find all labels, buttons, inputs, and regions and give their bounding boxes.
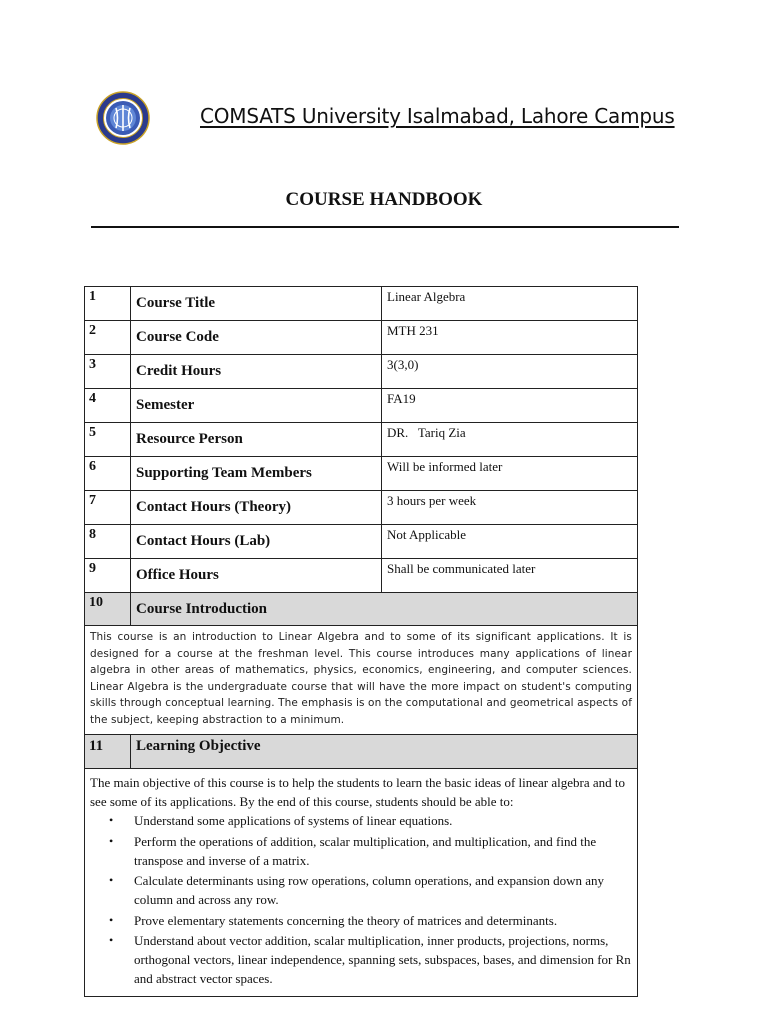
objective-list — [90, 811, 632, 988]
row-value: 3 hours per week — [387, 493, 477, 508]
table-row — [85, 389, 637, 423]
row-number: 4 — [85, 389, 131, 422]
objective-intro: The main objective of this course is to help the students to learn the basic ideas of linear algebra and to see some of its applications. By the end of this course, students should be able to: — [90, 775, 625, 809]
row-number: 6 — [85, 457, 131, 490]
row-label: Semester — [131, 389, 382, 422]
list-item: • Understand some applications of systems of linear equations. — [134, 811, 632, 830]
list-item: • Understand about vector addition, scalar multiplication, inner products, projections, norms, orthogonal vectors, linear independence, spanning sets, subspaces, bases, and dimension for Rn and abstract vector spaces. — [134, 931, 632, 988]
row-label: Contact Hours (Lab) — [131, 525, 382, 558]
table-row — [85, 287, 637, 321]
course-info-table — [84, 286, 638, 997]
row-value: Shall be communicated later — [387, 561, 536, 576]
row-number: 7 — [85, 491, 131, 524]
row-number: 3 — [85, 355, 131, 388]
row-label: Credit Hours — [131, 355, 382, 388]
row-value: FA19 — [387, 391, 416, 406]
section-body-intro — [85, 626, 637, 735]
row-value: Not Applicable — [387, 527, 467, 542]
row-label: Office Hours — [131, 559, 382, 592]
row-label: Resource Person — [131, 423, 382, 456]
table-row — [85, 355, 637, 389]
section-title: Course Introduction — [136, 600, 267, 617]
row-number: 8 — [85, 525, 131, 558]
row-label: Contact Hours (Theory) — [131, 491, 382, 524]
row-value: 3(3,0) — [387, 357, 419, 372]
row-number: 9 — [85, 559, 131, 592]
row-label: Course Title — [131, 287, 382, 320]
row-number: 11 — [85, 735, 131, 768]
learning-objective-text — [85, 769, 637, 996]
course-introduction-text: This course is an introduction to Linear Algebra and to some of its significant applications. It is designed for a course at the freshman level. This course introduces many applications of linear algebra in other areas of mathematics, physics, economics, engineering, and computer sciences. Linear Algebra is the undergraduate course that will have the more impact on student's computing skills through conceptual learning. The emphasis is on the computational and geometrical aspects of the subject, keeping abstraction to a minimum. — [90, 631, 632, 726]
table-row — [85, 423, 637, 457]
list-item: • Perform the operations of addition, scalar multiplication, and multiplication, and find the transpose and inverse of a matrix. — [134, 832, 632, 870]
table-row — [85, 491, 637, 525]
section-header-intro — [85, 593, 637, 626]
list-item: • Prove elementary statements concerning the theory of matrices and determinants. — [134, 911, 632, 930]
row-value: Linear Algebra — [387, 289, 466, 304]
row-number: 5 — [85, 423, 131, 456]
row-label: Course Code — [131, 321, 382, 354]
section-body-objective — [85, 769, 637, 996]
table-row — [85, 559, 637, 593]
row-number: 2 — [85, 321, 131, 354]
page-title: COURSE HANDBOOK — [285, 189, 483, 210]
list-item: • Calculate determinants using row operations, column operations, and expansion down any column and across any row. — [134, 871, 632, 909]
row-value: MTH 231 — [387, 323, 439, 338]
row-value: DR. Tariq Zia — [387, 425, 466, 440]
table-row — [85, 321, 637, 355]
university-name: COMSATS University Isalmabad, Lahore Campus — [200, 104, 675, 128]
title-divider — [91, 226, 679, 228]
section-title: Learning Objective — [136, 738, 261, 754]
row-label: Supporting Team Members — [131, 457, 382, 490]
section-header-objective — [85, 735, 637, 769]
table-row — [85, 457, 637, 491]
row-number: 10 — [85, 593, 131, 625]
row-value: Will be informed later — [387, 459, 503, 474]
university-seal-icon — [96, 91, 150, 145]
row-number: 1 — [85, 287, 131, 320]
table-row — [85, 525, 637, 559]
